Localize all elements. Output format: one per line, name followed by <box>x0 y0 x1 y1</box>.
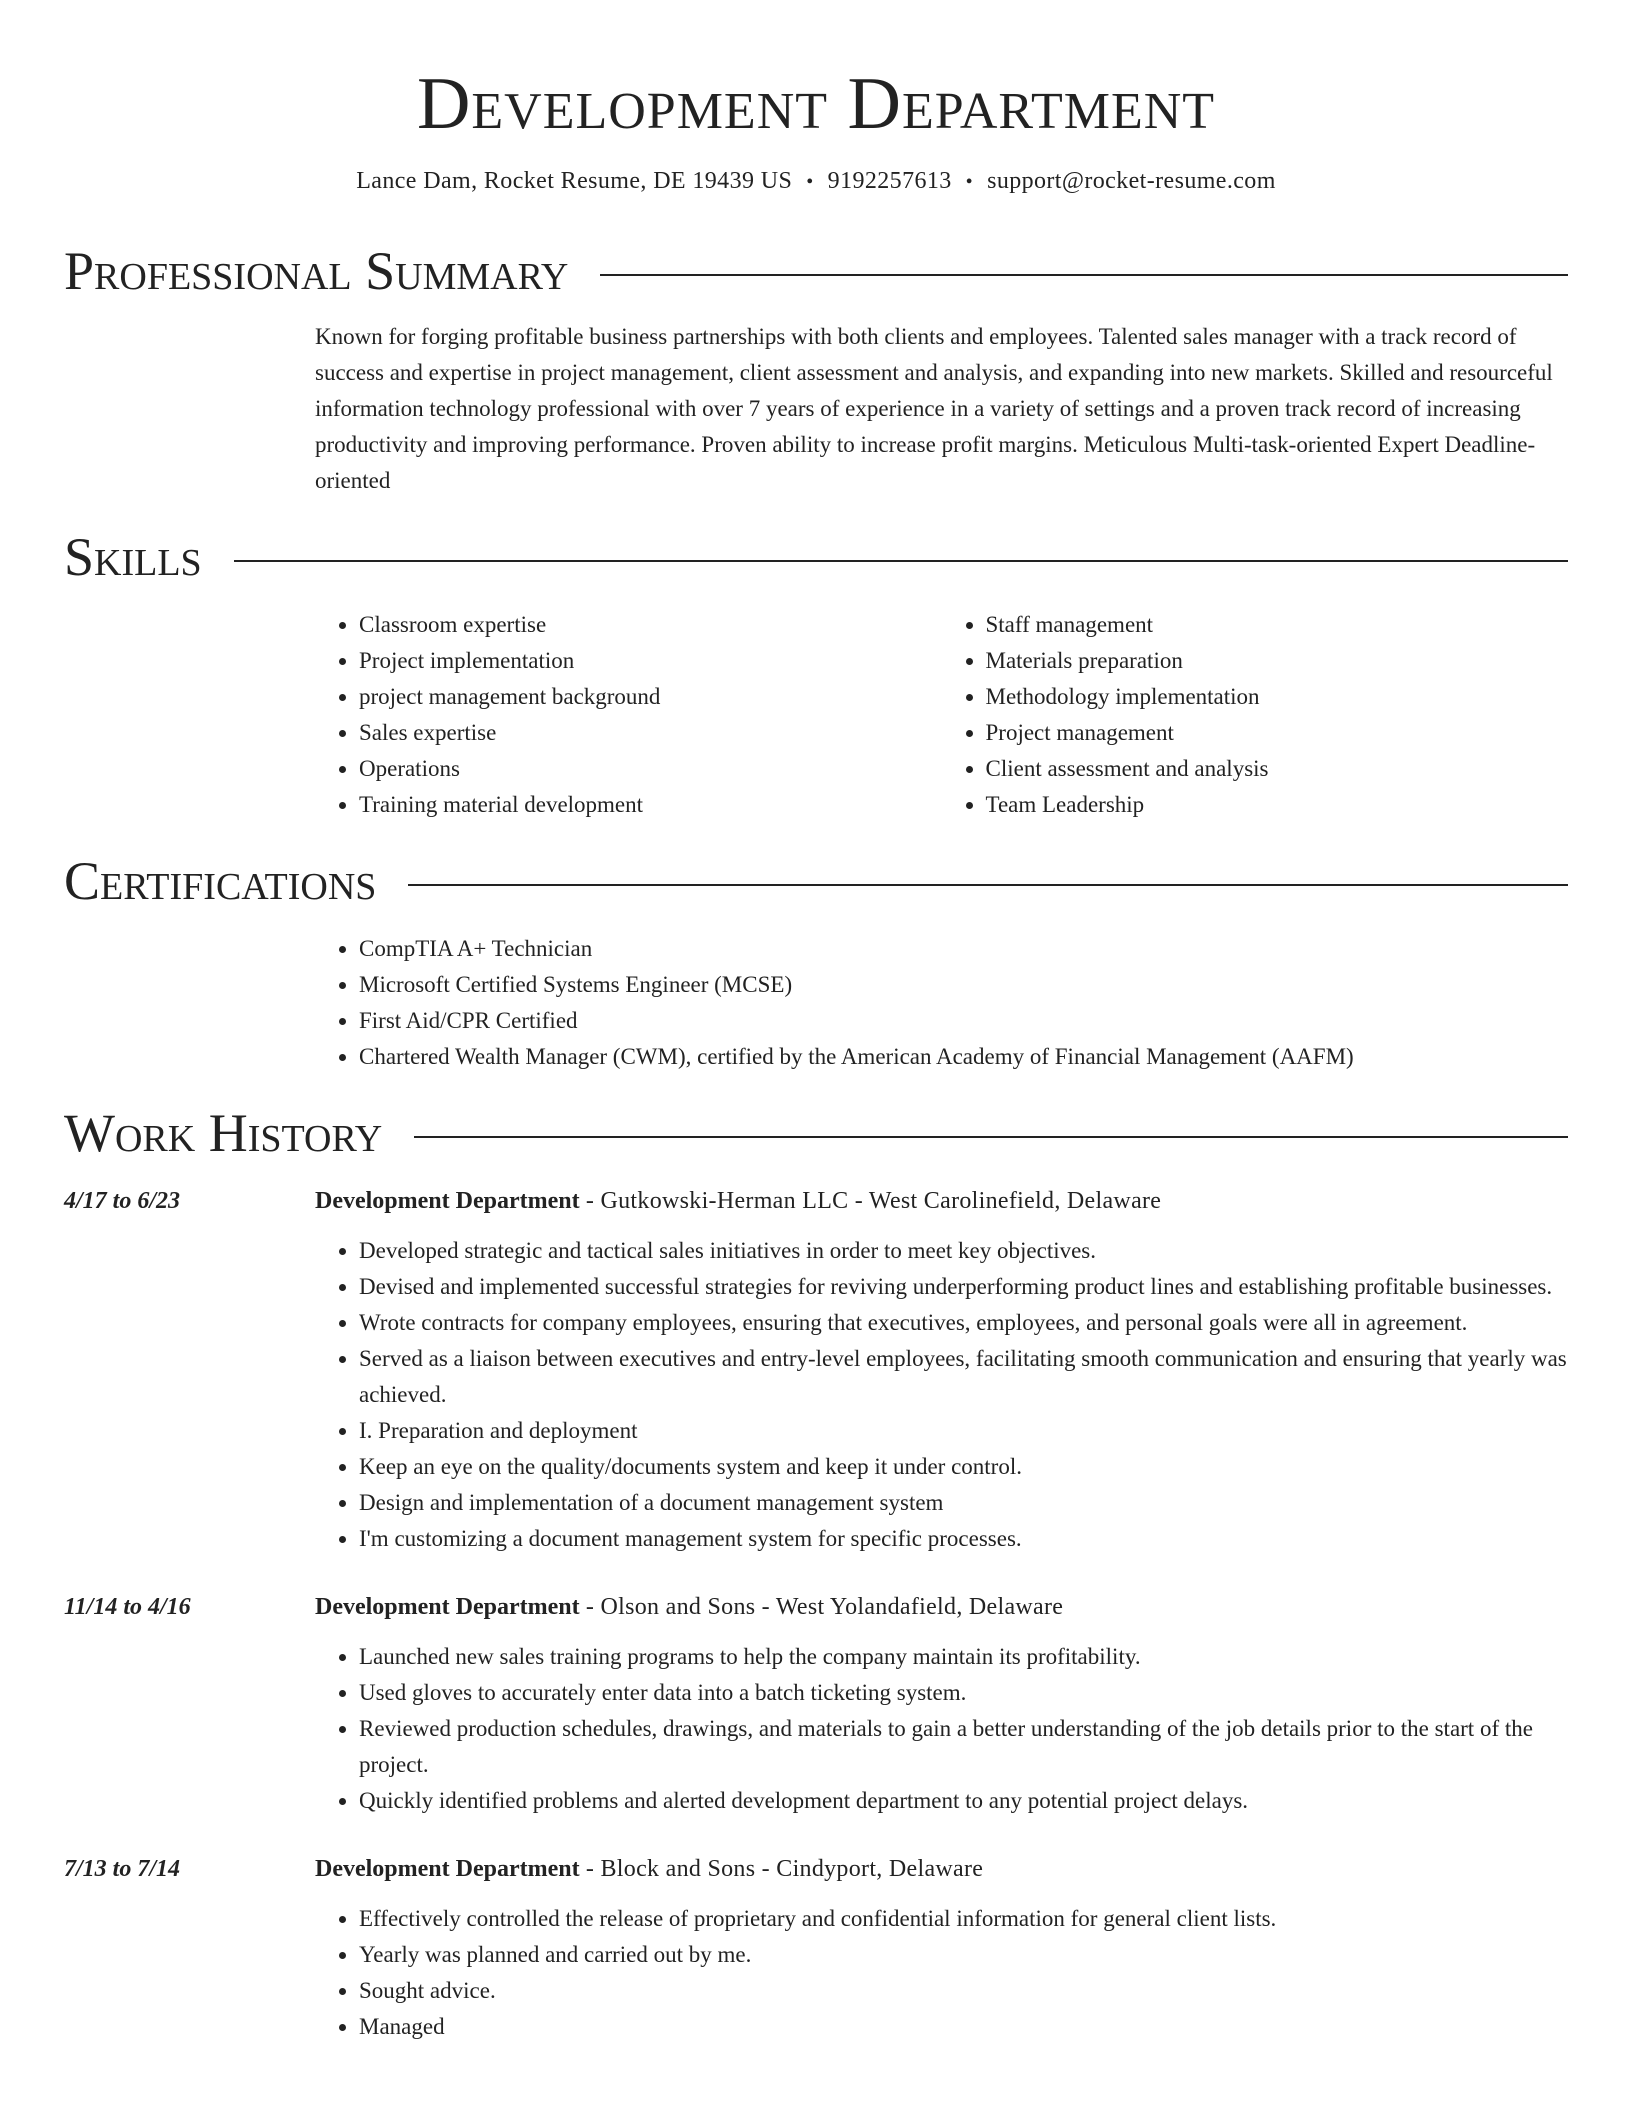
skill-item: • Team Leadership <box>986 787 1569 823</box>
job-entry <box>64 1183 1568 1557</box>
job-title: Development Department <box>315 1594 580 1620</box>
skill-item: • Sales expertise <box>359 715 942 751</box>
certification-item: • First Aid/CPR Certified <box>359 1003 1568 1039</box>
certifications-block <box>315 931 1568 1075</box>
skill-item: • Classroom expertise <box>359 607 942 643</box>
skills-list-left <box>315 607 942 823</box>
job-dates: 11/14 to 4/16 <box>64 1594 191 1620</box>
job-company-location: - Gutkowski-Herman LLC - West Carolinefield, Delaware <box>579 1188 1162 1214</box>
certifications-heading: Certifications <box>64 851 377 911</box>
job-dates: 7/13 to 7/14 <box>64 1856 181 1882</box>
job-info <box>315 1589 1063 1625</box>
job-entry <box>64 1589 1568 1819</box>
skill-item: • Materials preparation <box>986 643 1569 679</box>
contact-separator: • <box>806 171 814 193</box>
job-info <box>315 1183 1161 1219</box>
contact-line <box>64 168 1568 195</box>
work-history-list <box>64 1183 1568 2045</box>
skills-section-header <box>64 527 1568 587</box>
contact-email: support@rocket-resume.com <box>987 168 1276 194</box>
summary-section-header <box>64 241 1568 301</box>
job-bullet: • I. Preparation and deployment <box>359 1413 1568 1449</box>
job-company-location: - Olson and Sons - West Yolandafield, Delaware <box>579 1594 1064 1620</box>
resume-name: Development Department <box>416 63 1216 145</box>
job-bullet: • Devised and implemented successful strategies for reviving underperforming product lines and establishing profitable businesses. <box>359 1269 1568 1305</box>
work-heading: Work History <box>64 1103 383 1163</box>
job-bullet: • Sought advice. <box>359 1973 1568 2009</box>
skills-columns <box>315 607 1568 823</box>
job-bullet: • Yearly was planned and carried out by me. <box>359 1937 1568 1973</box>
job-bullet: • Quickly identified problems and alerted development department to any potential project delays. <box>359 1783 1568 1819</box>
skill-item: • Operations <box>359 751 942 787</box>
job-header <box>64 1851 1568 1887</box>
certifications-section-header <box>64 851 1568 911</box>
section-divider <box>600 274 1568 276</box>
job-title: Development Department <box>315 1856 580 1882</box>
job-entry <box>64 1851 1568 2045</box>
section-divider <box>414 1136 1568 1138</box>
section-divider <box>408 884 1568 886</box>
job-bullet: • Used gloves to accurately enter data into a batch ticketing system. <box>359 1675 1568 1711</box>
skill-item: • Training material development <box>359 787 942 823</box>
job-bullet: • Managed <box>359 2009 1568 2045</box>
certification-item: • CompTIA A+ Technician <box>359 931 1568 967</box>
job-bullet: • I'm customizing a document management system for specific processes. <box>359 1521 1568 1557</box>
job-bullets <box>315 1901 1568 2045</box>
job-title: Development Department <box>315 1188 580 1214</box>
job-bullet: • Served as a liaison between executives and entry-level employees, facilitating smooth communication and ensuring that yearly was achieved. <box>359 1341 1568 1413</box>
skill-item: • Staff management <box>986 607 1569 643</box>
certification-item: • Chartered Wealth Manager (CWM), certified by the American Academy of Financial Management (AAFM) <box>359 1039 1568 1075</box>
work-section-header <box>64 1103 1568 1163</box>
job-dates: 4/17 to 6/23 <box>64 1188 181 1214</box>
contact-address: Lance Dam, Rocket Resume, DE 19439 US <box>356 168 793 194</box>
skill-item: • Project management <box>986 715 1569 751</box>
summary-heading: Professional Summary <box>64 241 569 301</box>
job-bullet: • Developed strategic and tactical sales initiatives in order to meet key objectives. <box>359 1233 1568 1269</box>
summary-text: Known for forging profitable business partnerships with both clients and employees. Talented sales manager with a track record of success and expertise in project management, client assessment and analysis, and expanding into new markets. Skilled and resourceful information technology professional with over 7 years of experience in a variety of settings and a proven track record of increasing productivity and improving performance. Proven ability to increase profit margins. Meticulous Multi-task-oriented Expert Deadline-oriented <box>315 324 1553 493</box>
job-bullet: • Launched new sales training programs to help the company maintain its profitability. <box>359 1639 1568 1675</box>
certifications-list <box>315 931 1568 1075</box>
job-info <box>315 1851 983 1887</box>
certification-item: • Microsoft Certified Systems Engineer (MCSE) <box>359 967 1568 1003</box>
job-header <box>64 1183 1568 1219</box>
skills-list-right <box>942 607 1569 823</box>
skills-heading: Skills <box>64 527 202 587</box>
job-bullet: • Keep an eye on the quality/documents system and keep it under control. <box>359 1449 1568 1485</box>
job-header <box>64 1589 1568 1625</box>
job-company-location: - Block and Sons - Cindyport, Delaware <box>579 1856 984 1882</box>
contact-phone: 9192257613 <box>827 168 952 194</box>
skill-item: • Client assessment and analysis <box>986 751 1569 787</box>
job-bullet: • Design and implementation of a document management system <box>359 1485 1568 1521</box>
job-bullet: • Wrote contracts for company employees, ensuring that executives, employees, and personal goals were all in agreement. <box>359 1305 1568 1341</box>
job-bullets <box>315 1639 1568 1819</box>
section-divider <box>234 560 1568 562</box>
job-bullets <box>315 1233 1568 1557</box>
skill-item: • project management background <box>359 679 942 715</box>
job-bullet: • Reviewed production schedules, drawings, and materials to gain a better understanding of the job details prior to the start of the project. <box>359 1711 1568 1783</box>
contact-separator: • <box>965 171 974 193</box>
skill-item: • Methodology implementation <box>986 679 1569 715</box>
job-bullet: • Effectively controlled the release of proprietary and confidential information for general client lists. <box>359 1901 1568 1937</box>
skill-item: • Project implementation <box>359 643 942 679</box>
